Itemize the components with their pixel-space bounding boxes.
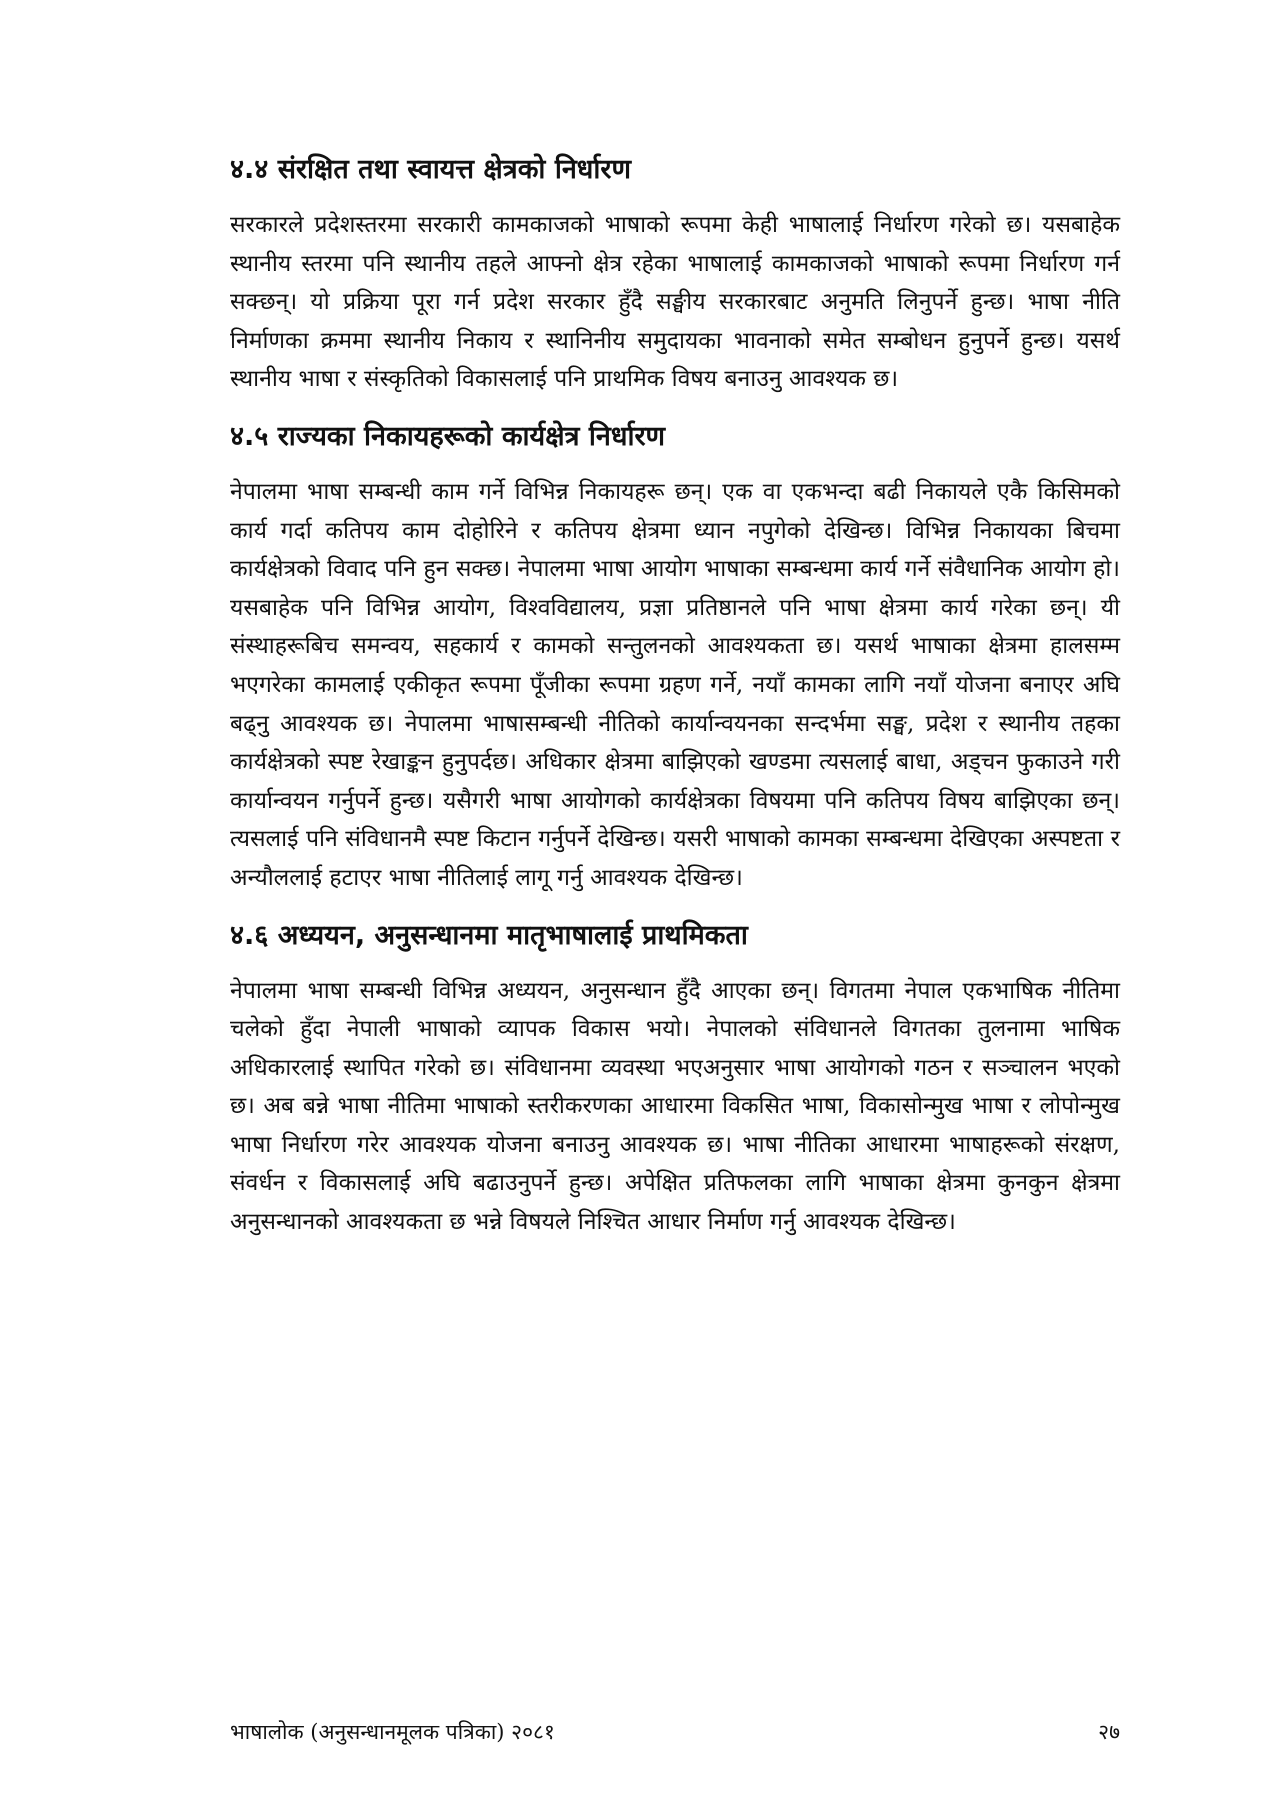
page-number: २७ [1098,1720,1120,1744]
section-4-4 [230,150,1120,399]
page-footer [230,1717,1120,1747]
section-paragraph: नेपालमा भाषा सम्बन्धी विभिन्न अध्ययन, अनुसन्धान हुँदै आएका छन्। विगतमा नेपाल एकभाषिक नीतिमा चलेको हुँदा नेपाली भाषाको व्यापक विकास भयो। नेपालको संविधानले विगतका तुलनामा भाषिक अधिकारलाई स्थापित गरेको छ। संविधानमा व्यवस्था भएअनुसार भाषा आयोगको गठन र सञ्चालन भएको छ। अब बन्ने भाषा नीतिमा भाषाको स्तरीकरणका आधारमा विकसित भाषा, विकासोन्मुख भाषा र लोपोन्मुख भाषा निर्धारण गरेर आवश्यक योजना बनाउनु आवश्यक छ। भाषा नीतिका आधारमा भाषाहरूको संरक्षण, संवर्धन र विकासलाई अघि बढाउनुपर्ने हुन्छ। अपेक्षित प्रतिफलका लागि भाषाका क्षेत्रमा कुनकुन क्षेत्रमा अनुसन्धानको आवश्यकता छ भन्ने विषयले निश्चित आधार निर्माण गर्नु आवश्यक देखिन्छ। [230,977,1120,1236]
main-content [230,150,1120,1260]
publication-title: भाषालोक (अनुसन्धानमूलक पत्रिका) २०८१ [230,1720,555,1744]
section-4-5 [230,417,1120,898]
section-paragraph: सरकारले प्रदेशस्तरमा सरकारी कामकाजको भाषाको रूपमा केही भाषालाई निर्धारण गरेको छ। यसबाहेक स्थानीय स्तरमा पनि स्थानीय तहले आफ्नो क्षेत्र रहेका भाषालाई कामकाजको भाषाको रूपमा निर्धारण गर्न सक्छन्। यो प्रक्रिया पूरा गर्न प्रदेश सरकार हुँदै सङ्घीय सरकारबाट अनुमति लिनुपर्ने हुन्छ। भाषा नीति निर्माणका क्रममा स्थानीय निकाय र स्थानिनीय समुदायका भावनाको समेत सम्बोधन हुनुपर्ने हुन्छ। यसर्थ स्थानीय भाषा र संस्कृतिको विकासलाई पनि प्राथमिक विषय बनाउनु आवश्यक छ। [230,212,1120,393]
section-paragraph: नेपालमा भाषा सम्बन्धी काम गर्ने विभिन्न निकायहरू छन्। एक वा एकभन्दा बढी निकायले एकै किसिमको कार्य गर्दा कतिपय काम दोहोरिने र कतिपय क्षेत्रमा ध्यान नपुगेको देखिन्छ। विभिन्न निकायका बिचमा कार्यक्षेत्रको विवाद पनि हुन सक्छ। नेपालमा भाषा आयोग भाषाका सम्बन्धमा कार्य गर्ने संवैधानिक आयोग हो। यसबाहेक पनि विभिन्न आयोग, विश्वविद्यालय, प्रज्ञा प्रतिष्ठानले पनि भाषा क्षेत्रमा कार्य गरेका छन्। यी संस्थाहरूबिच समन्वय, सहकार्य र कामको सन्तुलनको आवश्यकता छ। यसर्थ भाषाका क्षेत्रमा हालसम्म भएगरेका कामलाई एकीकृत रूपमा पूँजीका रूपमा ग्रहण गर्ने, नयाँ कामका लागि नयाँ योजना बनाएर अघि बढ्नु आवश्यक छ। नेपालमा भाषासम्बन्धी नीतिको कार्यान्वयनका सन्दर्भमा सङ्घ, प्रदेश र स्थानीय तहका कार्यक्षेत्रको स्पष्ट रेखाङ्कन हुनुपर्दछ। अधिकार क्षेत्रमा बाझिएको खण्डमा त्यसलाई बाधा, अड्चन फुकाउने गरी कार्यान्वयन गर्नुपर्ने हुन्छ। यसैगरी भाषा आयोगको कार्यक्षेत्रका विषयमा पनि कतिपय विषय बाझिएका छन्। त्यसलाई पनि संविधानमै स्पष्ट किटान गर्नुपर्ने देखिन्छ। यसरी भाषाको कामका सम्बन्धमा देखिएका अस्पष्टता र अन्यौललाई हटाएर भाषा नीतिलाई लागू गर्नु आवश्यक देखिन्छ। [230,478,1120,891]
section-heading: ४.५ राज्यका निकायहरूको कार्यक्षेत्र निर्धारण [230,420,666,452]
section-4-6 [230,916,1120,1242]
section-heading: ४.६ अध्ययन, अनुसन्धानमा मातृभाषालाई प्राथमिकता [230,919,748,951]
section-heading: ४.४ संरक्षित तथा स्वायत्त क्षेत्रको निर्धारण [230,154,631,185]
